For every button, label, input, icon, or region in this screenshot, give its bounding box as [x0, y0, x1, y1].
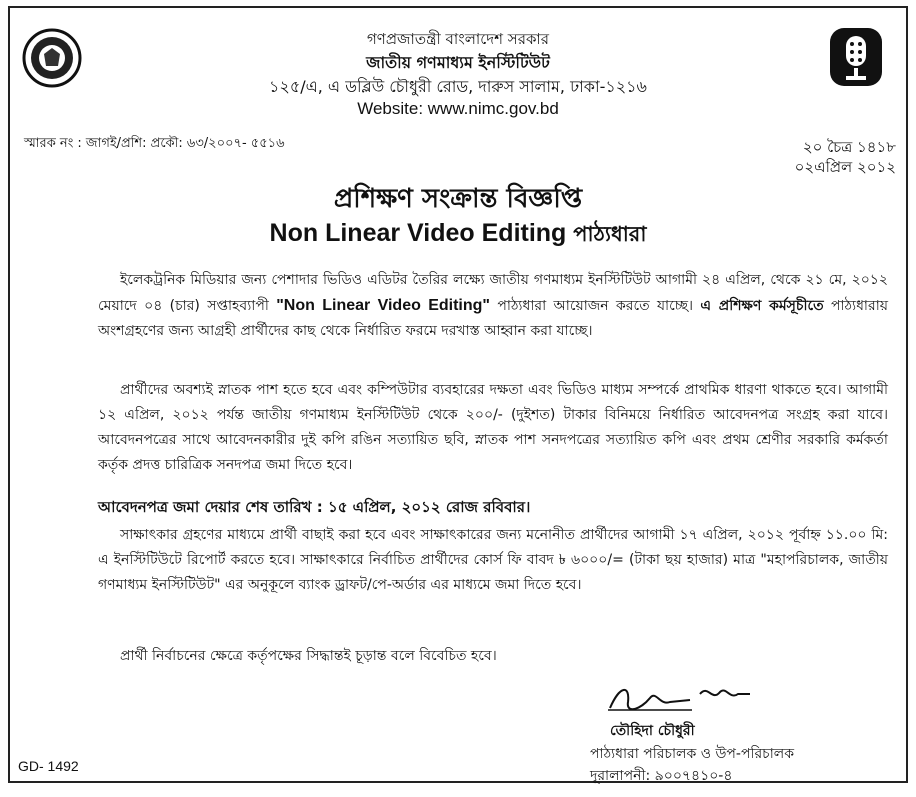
- paragraph-decision: [98, 644, 888, 669]
- intro-course-name: "Non Linear Video Editing": [276, 297, 491, 314]
- notice-title: প্রশিক্ষণ সংক্রান্ত বিজ্ঞপ্তি: [333, 184, 583, 214]
- course-title-english: Non Linear Video Editing: [269, 219, 567, 247]
- handwritten-signature: [600, 680, 760, 716]
- intro-text-2: পাঠ্যধারা আয়োজন করতে যাচ্ছে।: [497, 298, 693, 314]
- course-title: [10, 218, 906, 253]
- signatory-name: তৌহিদা চৌধুরী: [610, 723, 695, 739]
- signatory-phone: দূরালাপনী: ৯০০৭৪১০-৪: [590, 768, 733, 784]
- deadline-line: [98, 495, 888, 520]
- date-gregorian: ০২এপ্রিল ২০১২: [794, 158, 896, 176]
- header-website: Website: www.nimc.gov.bd: [357, 99, 559, 118]
- deadline-text: আবেদনপত্র জমা দেয়ার শেষ তারিখ : ১৫ এপ্রিল, ২০১২ রোজ রবিবার।: [98, 498, 531, 516]
- paragraph-eligibility: [98, 378, 888, 478]
- header-government: গণপ্রজাতন্ত্রী বাংলাদেশ সরকার: [366, 30, 550, 48]
- interview-text: সাক্ষাৎকার গ্রহণের মাধ্যমে প্রার্থী বাছাই করা হবে এবং সাক্ষাৎকারের জন্য মনোনীত প্রার্থীদের আগামী ১৭ এপ্রিল, ২০১২ পূর্বাহ্ন ১১.০০ মি: এ ইনস্টিটিউটে রিপোর্ট করতে হবে। সাক্ষাৎকারে নির্বাচিত প্রার্থীদের কোর্স ফি বাবদ ৳ ৬০০০/= (টাকা ছয় হাজার) মাত্র "মহাপরিচালক, জাতীয় গণমাধ্যম ইনস্টিটিউট" এর অনুকূলে ব্যাংক ড্রাফট/পে-অর্ডার এর মাধ্যমে জমা দিতে হবে।: [98, 527, 888, 593]
- date-bangla: ২০ চৈত্র ১৪১৮: [802, 138, 896, 156]
- memo-number: স্মারক নং : জাগই/প্রশি: প্রকৌ: ৬৩/২০০৭- ৫৫১৬: [24, 136, 285, 151]
- intro-text: ইলেকট্রনিক মিডিয়ার জন্য পেশাদার ভিডিও এডিটর তৈরির লক্ষ্যে জাতীয় গণমাধ্যম ইনস্টিটিউট আগামী ২৪ এপ্রিল, থেকে ২১ মে, ২০১২ মেয়াদে ০৪ (চার) সপ্তাহব্যাপী: [98, 272, 888, 314]
- decision-text: প্রার্থী নির্বাচনের ক্ষেত্রে কর্তৃপক্ষের সিদ্ধান্তই চূড়ান্ত বলে বিবেচিত হবে।: [120, 648, 497, 664]
- eligibility-text: প্রার্থীদের অবশ্যই স্নাতক পাশ হতে হবে এবং কম্পিউটার ব্যবহারের দক্ষতা এবং ভিডিও মাধ্যম সম্পর্কে প্রাথমিক ধারণা থাকতে হবে। আগামী ১২ এপ্রিল, ২০১২ পর্যন্ত জাতীয় গণমাধ্যম ইনস্টিটিউট থেকে ২০০/- (দুইশত) টাকার বিনিময়ে নির্ধারিত আবেদনপত্র সংগ্রহ করা যাবে। আবেদনপত্রের সাথে আবেদনকারীর দুই কপি রঙিন সত্যায়িত ছবি, স্নাতক পাশ সনদপত্রের সত্যায়িত কপি এবং প্রথম শ্রেণীর সরকারি কর্মকর্তা কর্তৃক প্রদত্ত চারিত্রিক সনদপত্র জমা দিতে হবে।: [98, 382, 888, 473]
- paragraph-interview: [98, 523, 888, 598]
- gd-number: GD- 1492: [18, 758, 79, 774]
- header-institute: জাতীয় গণমাধ্যম ইনস্টিটিউট: [366, 53, 550, 72]
- notice-page: [8, 6, 908, 783]
- signatory-designation: পাঠ্যধারা পরিচালক ও উপ-পরিচালক: [590, 746, 794, 762]
- intro-bold-text: এ প্রশিক্ষণ কর্মসূচীতে: [700, 298, 824, 314]
- header-address: ১২৫/এ, এ ডব্লিউ চৌধুরী রোড, দারুস সালাম, ঢাকা-১২১৬: [269, 77, 647, 96]
- intro-text-3: পাঠ্যধারায় অংশগ্রহণের জন্য আগ্রহী প্রার্থীদের কাছ থেকে নির্ধারিত ফরমে দরখাস্ত আহ্বান করা যাচ্ছে।: [98, 298, 889, 339]
- course-title-bangla: পাঠ্যধারা: [573, 223, 647, 246]
- paragraph-intro: [98, 268, 888, 344]
